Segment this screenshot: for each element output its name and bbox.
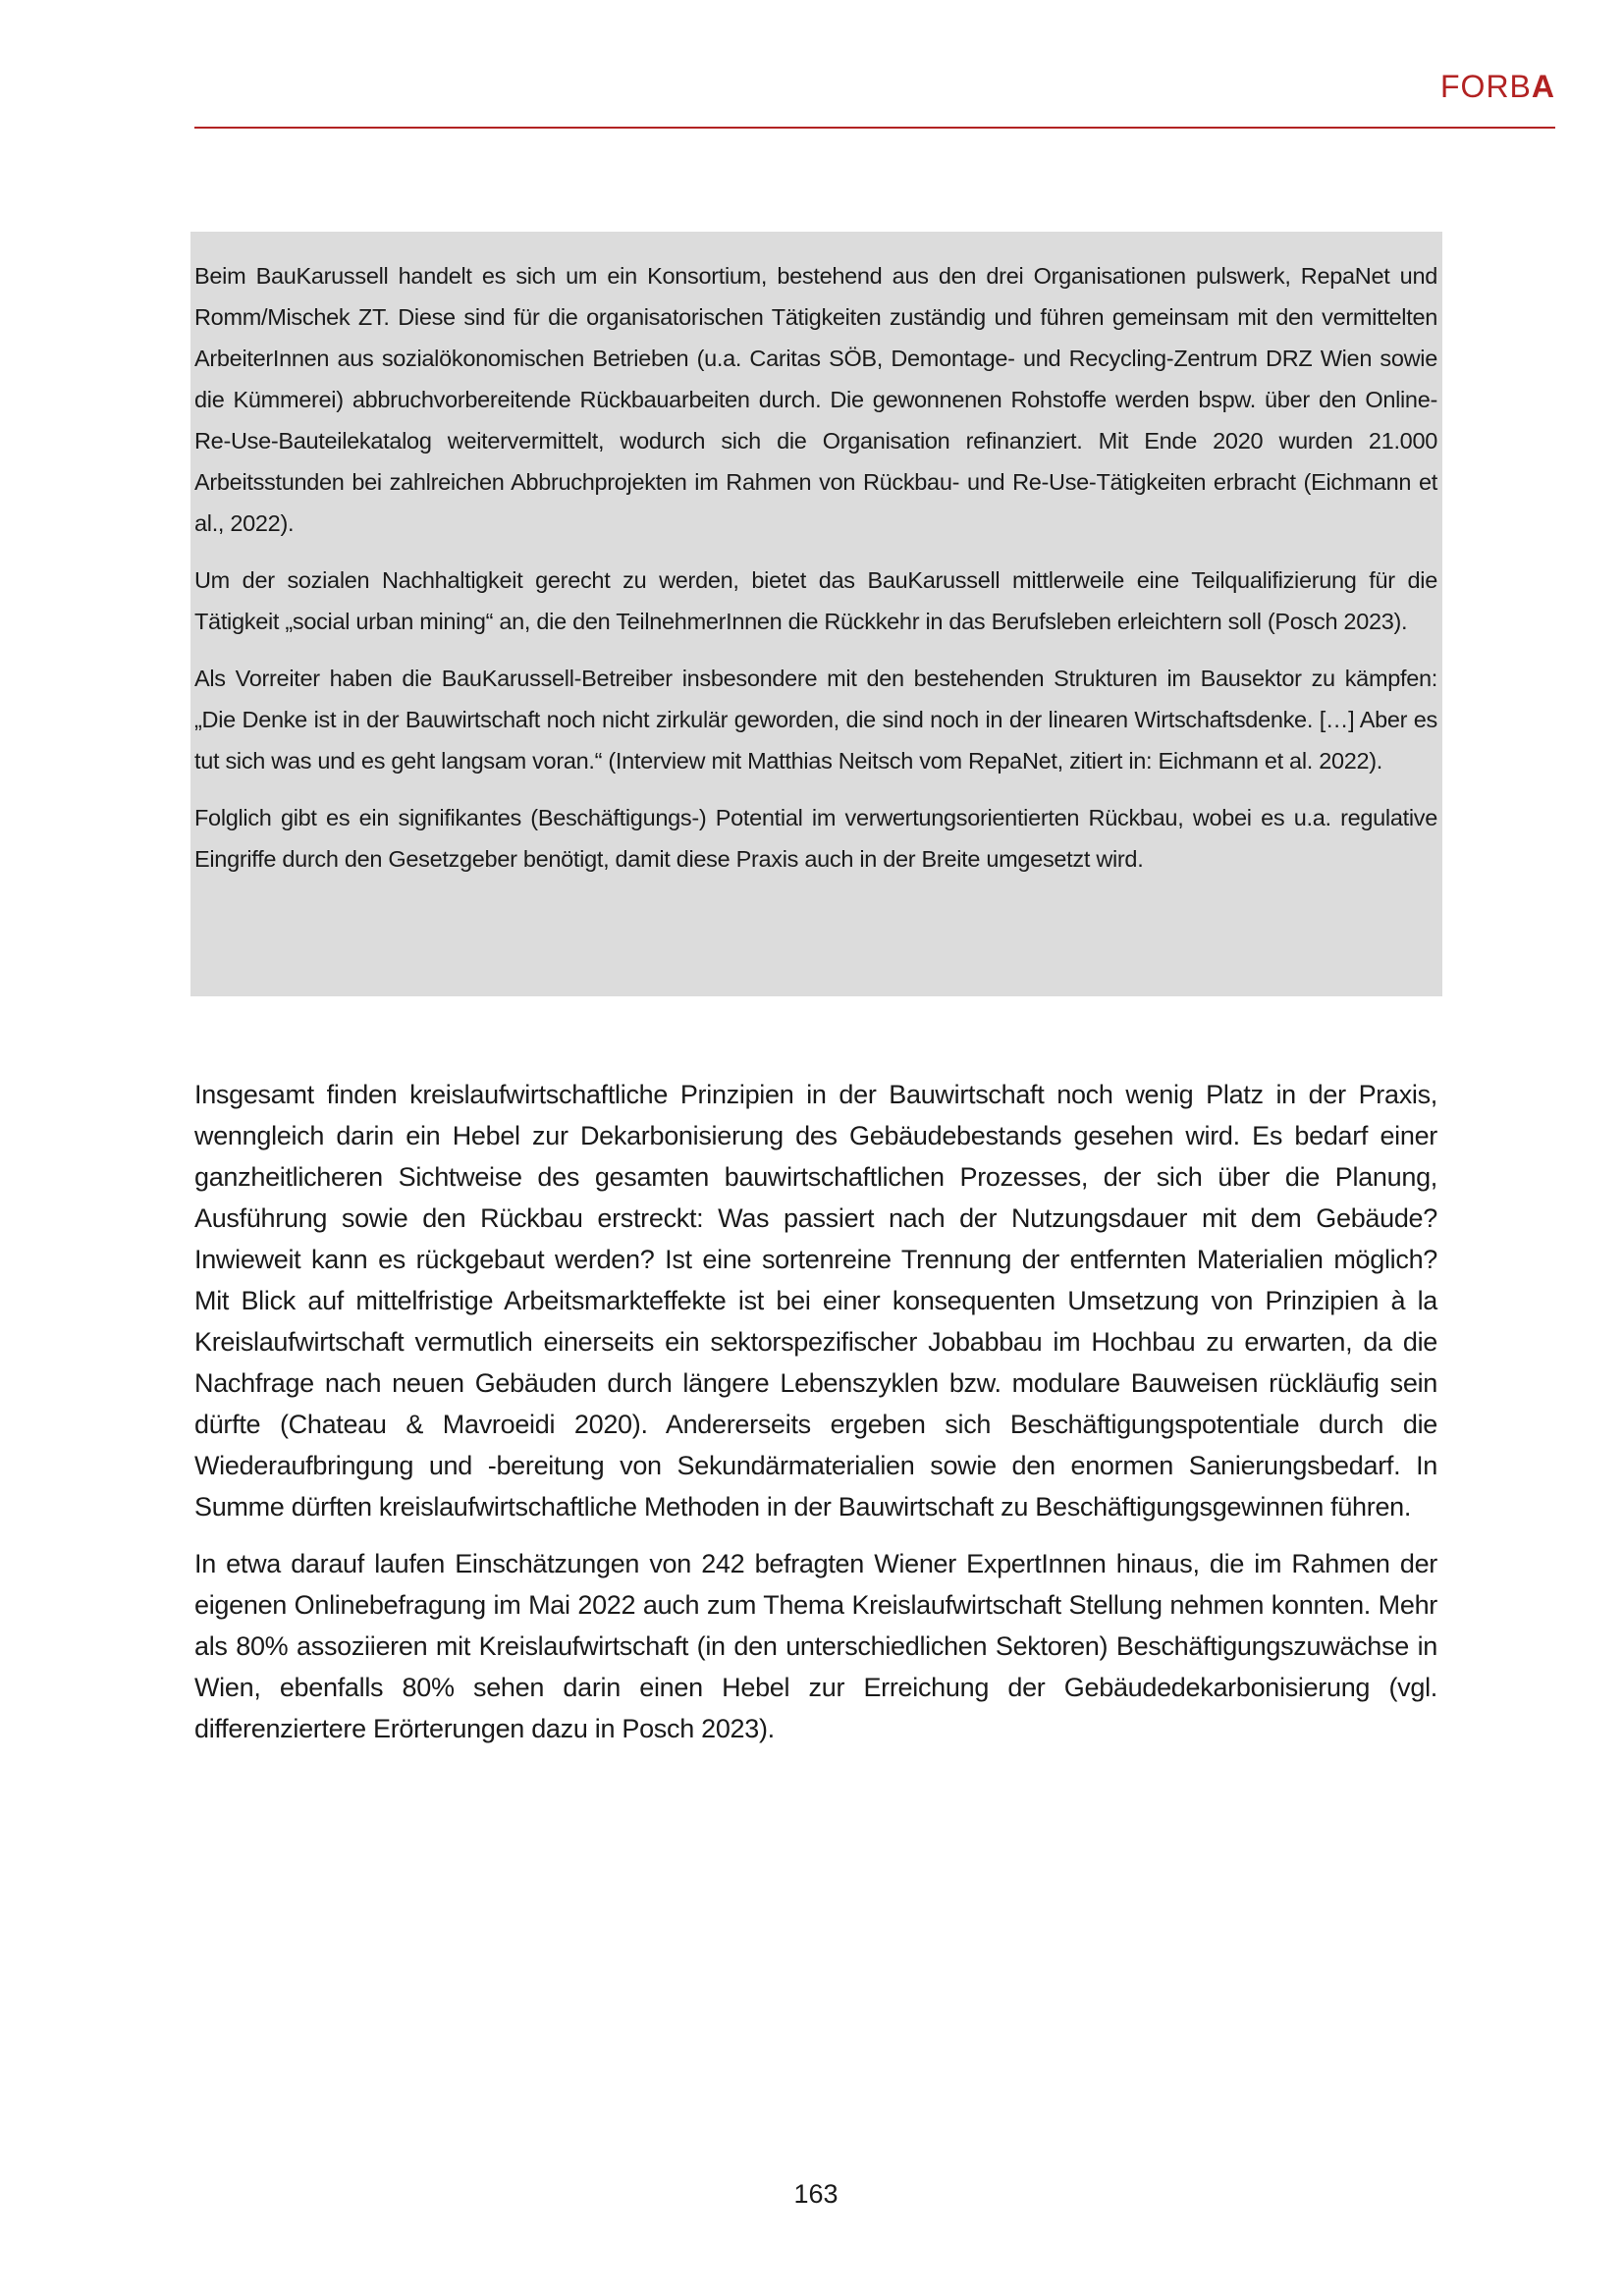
highlight-box [190, 232, 1442, 996]
logo-text-bold: A [1531, 69, 1555, 104]
box-paragraph: Als Vorreiter haben die BauKarussell-Betreiber insbesondere mit den bestehenden Strukturen im Bausektor zu kämpfen: „Die Denke ist in der Bauwirtschaft noch nicht zirkulär geworden, die sind noch in der linearen Wirtschaftsdenke. […] Aber es tut sich was und es geht langsam voran.“ (Interview mit Matthias Neitsch vom RepaNet, zitiert in: Eichmann et al. 2022). [194, 666, 1437, 774]
box-paragraph: Um der sozialen Nachhaltigkeit gerecht zu werden, bietet das BauKarussell mittlerweile eine Teilqualifizierung für die Tätigkeit „social urban mining“ an, die den TeilnehmerInnen die Rückkehr in das Berufsleben erleichtern soll (Posch 2023). [194, 567, 1437, 634]
box-paragraph: Beim BauKarussell handelt es sich um ein Konsortium, bestehend aus den drei Organisationen pulswerk, RepaNet und Romm/Mischek ZT. Diese sind für die organisatorischen Tätigkeiten zuständig und führen gemeinsam mit den vermittelten ArbeiterInnen aus sozialökonomischen Betrieben (u.a. Caritas SÖB, Demontage- und Recycling-Zentrum DRZ Wien sowie die Kümmerei) abbruchvorbereitende Rückbauarbeiten durch. Die gewonnenen Rohstoffe werden bspw. über den Online-Re-Use-Bauteilekatalog weitervermittelt, wodurch sich die Organisation refinanziert. Mit Ende 2020 wurden 21.000 Arbeitsstunden bei zahlreichen Abbruchprojekten im Rahmen von Rückbau- und Re-Use-Tätigkeiten erbracht (Eichmann et al., 2022). [194, 263, 1437, 536]
body-paragraph: Insgesamt finden kreislaufwirtschaftliche Prinzipien in der Bauwirtschaft noch wenig Platz in der Praxis, wenngleich darin ein Hebel zur Dekarbonisierung des Gebäudebestands gesehen wird. Es bedarf einer ganzheitlicheren Sichtweise des gesamten bauwirtschaftlichen Prozesses, der sich über die Planung, Ausführung sowie den Rückbau erstreckt: Was passiert nach der Nutzungsdauer mit dem Gebäude? Inwieweit kann es rückgebaut werden? Ist eine sortenreine Trennung der entfernten Materialien möglich? Mit Blick auf mittelfristige Arbeitsmarkteffekte ist bei einer konsequenten Umsetzung von Prinzipien à la Kreislaufwirtschaft vermutlich einerseits ein sektorspezifischer Jobabbau im Hochbau zu erwarten, da die Nachfrage nach neuen Gebäuden durch längere Lebenszyklen bzw. modulare Bauweisen rückläufig sein dürfte (Chateau & Mavroeidi 2020). Andererseits ergeben sich Beschäftigungspotentiale durch die Wiederaufbringung und -bereitung von Sekundärmaterialien sowie den enormen Sanierungsbedarf. In Summe dürften kreislaufwirtschaftliche Methoden in der Bauwirtschaft zu Beschäftigungsgewinnen führen. [194, 1080, 1437, 1522]
header-divider [194, 127, 1555, 129]
page-number: 163 [793, 2179, 839, 2209]
logo-text-main: FORB [1440, 69, 1532, 104]
body-paragraph: In etwa darauf laufen Einschätzungen von 242 befragten Wiener ExpertInnen hinaus, die im Rahmen der eigenen Onlinebefragung im Mai 2022 auch zum Thema Kreislaufwirtschaft Stellung nehmen konnten. Mehr als 80% assoziieren mit Kreislaufwirtschaft (in den unterschiedlichen Sektoren) Beschäftigungszuwächse in Wien, ebenfalls 80% sehen darin einen Hebel zur Erreichung der Gebäudedekarbonisierung (vgl. differenziertere Erörterungen dazu in Posch 2023). [194, 1549, 1437, 1743]
box-paragraph: Folglich gibt es ein signifikantes (Beschäftigungs-) Potential im verwertungsorientierten Rückbau, wobei es u.a. regulative Eingriffe durch den Gesetzgeber benötigt, damit diese Praxis auch in der Breite umgesetzt wird. [194, 805, 1437, 872]
body-text [194, 1074, 1437, 1765]
forba-logo [1440, 69, 1555, 105]
